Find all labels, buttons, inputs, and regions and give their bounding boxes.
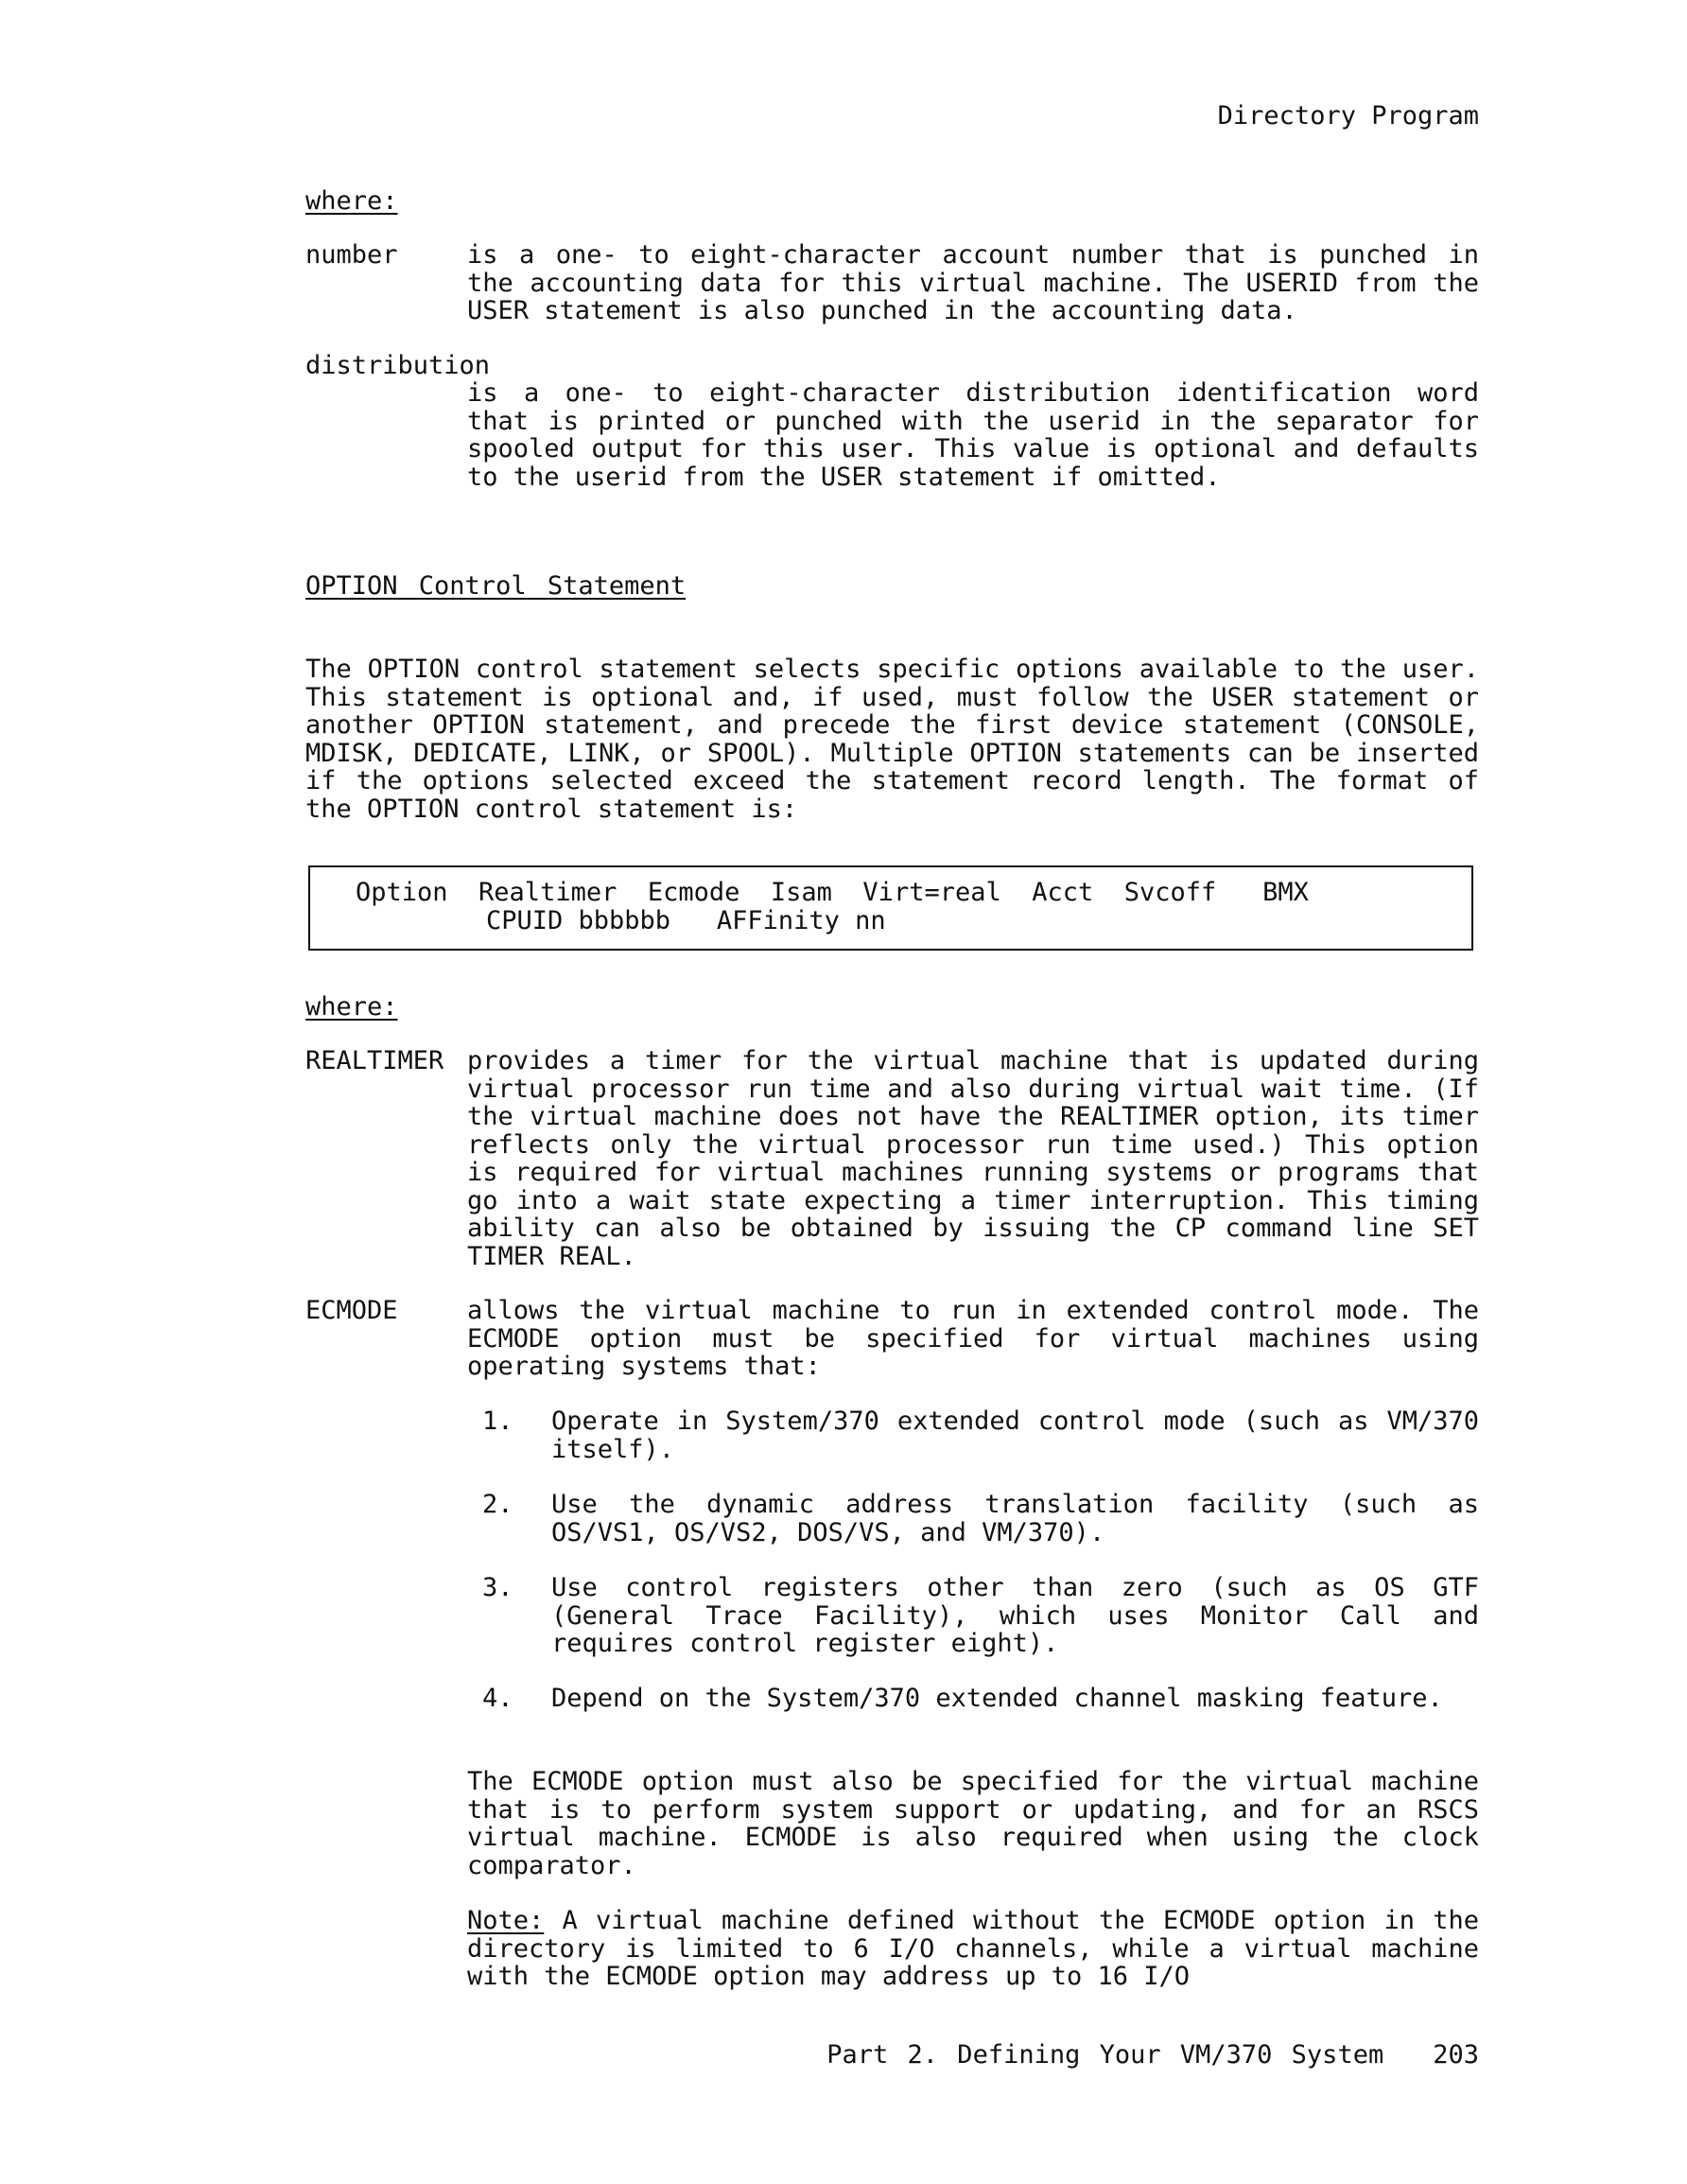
term-ecmode: ECMODE xyxy=(305,1296,398,1325)
where-label-2: where: xyxy=(305,992,398,1022)
section-title: OPTION Control Statement xyxy=(305,571,687,601)
note-label: Note: xyxy=(467,1906,545,1935)
format-line-2: CPUID bbbbbb AFFinity nn xyxy=(486,906,886,935)
list-item-number: 4. xyxy=(482,1684,513,1713)
option-intro-paragraph: The OPTION control statement selects specific options available to the user. This statement is optional and, if used, must follow the USER statement or another OPTION statement, and precede the first device statement (CONSOLE, MDISK, DEDICATE, LINK, or SPOOL). Multiple OPTION statements can be inserted if the options selected exceed the statement record length. The format of the OPTION control statement is: xyxy=(305,655,1479,824)
footer-part-title: Part 2. Defining Your VM/370 System xyxy=(826,2040,1384,2070)
note-text: A virtual machine defined without the ECMODE option in the directory is limited to 6 I/O channels, while a virtual machine with the ECMODE option may address up to 16 I/O xyxy=(467,1906,1479,1991)
page-number: 203 xyxy=(1433,2040,1479,2070)
list-item-text: Depend on the System/370 extended channel masking feature. xyxy=(551,1684,1443,1713)
list-item-text: Operate in System/370 extended control mode (such as VM/370 itself). xyxy=(551,1406,1479,1464)
desc-number: is a one- to eight-character account number that is punched in the accounting data for this virtual machine. The USERID from the USER statement is also punched in the accounting data. xyxy=(467,240,1479,325)
running-header: Directory Program xyxy=(1217,101,1479,131)
desc-ecmode: allows the virtual machine to run in extended control mode. The ECMODE option must be specified for virtual machines using operating systems that: xyxy=(467,1296,1479,1381)
where-label: where: xyxy=(305,186,398,216)
term-realtimer: REALTIMER xyxy=(305,1046,444,1075)
ecmode-also-paragraph: The ECMODE option must also be specified for the virtual machine that is to perform system support or updating, and for an RSCS virtual machine. ECMODE is also required when using the clock comparator. xyxy=(467,1767,1479,1880)
term-number: number xyxy=(305,240,398,270)
list-item-text: Use control registers other than zero (such as OS GTF (General Trace Facility), which uses Monitor Call and requires control register eight). xyxy=(551,1573,1479,1658)
term-distribution: distribution xyxy=(305,351,491,380)
list-item-number: 1. xyxy=(482,1406,513,1436)
desc-realtimer: provides a timer for the virtual machine that is updated during virtual processor run time and also during virtual wait time. (If the virtual machine does not have the REALTIMER option, its timer reflects only the virtual processor run time used.) This option is required for virtual machines running systems or programs that go into a wait state expecting a timer interruption. This timing ability can also be obtained by issuing the CP command line SET TIMER REAL. xyxy=(467,1046,1479,1271)
format-line-1: Option Realtimer Ecmode Isam Virt=real Acct Svcoff BMX xyxy=(356,878,1309,907)
format-box xyxy=(308,865,1473,951)
note-paragraph xyxy=(467,1907,1479,1991)
list-item-text: Use the dynamic address translation facility (such as OS/VS1, OS/VS2, DOS/VS, and VM/370). xyxy=(551,1490,1479,1547)
list-item-number: 3. xyxy=(482,1573,513,1602)
desc-distribution: is a one- to eight-character distribution identification word that is printed or punched with the userid in the separator for spooled output for this user. This value is optional and defaults to the userid from the USER statement if omitted. xyxy=(467,378,1479,492)
running-footer xyxy=(826,2041,1479,2070)
list-item-number: 2. xyxy=(482,1490,513,1519)
